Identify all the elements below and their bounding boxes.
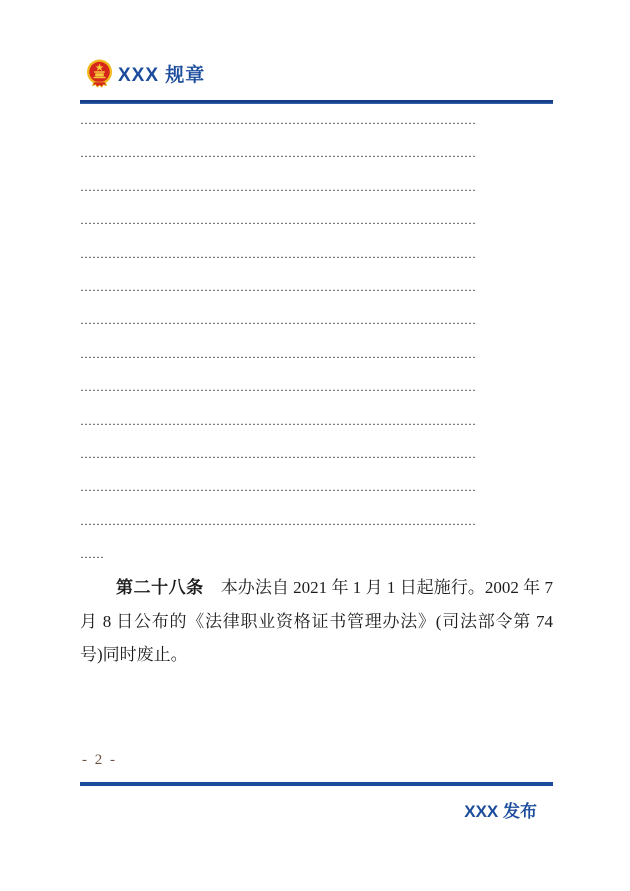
national-emblem-icon <box>86 59 113 88</box>
dot-leader-row: ……………………………………………………………………………………… <box>80 346 476 361</box>
dot-leader-row: ……………………………………………………………………………………… <box>80 480 476 495</box>
dot-leader-row: ……………………………………………………………………………………… <box>80 213 476 228</box>
publisher-label: XXX 发布 <box>464 802 537 821</box>
dot-leader-row: ……………………………………………………………………………………… <box>80 446 476 461</box>
page-number: - 2 - <box>82 752 117 768</box>
dot-leader-row: ……………………………………………………………………………………… <box>80 279 476 294</box>
dot-leader-row: ……………………………………………………………………………………… <box>80 413 476 428</box>
dot-leader-row: ……………………………………………………………………………………… <box>80 246 476 261</box>
footer-divider <box>80 782 553 786</box>
dot-leader-row: ……………………………………………………………………………………… <box>80 513 476 528</box>
dot-leader-row: …… <box>80 547 104 562</box>
dot-leader-row: ……………………………………………………………………………………… <box>80 113 476 127</box>
article-text: 本办法自 2021 年 1 月 1 日起施行。2002 年 7 月 8 日公布的《法律职业资格证书管理办法》(司法部令第 74 号)同时废止。 <box>80 578 554 665</box>
dot-leader-row: ……………………………………………………………………………………… <box>80 179 476 194</box>
header-title: XXX 规章 <box>118 65 206 86</box>
dot-leader-block <box>80 104 553 571</box>
document-body <box>80 104 553 672</box>
article-number: 第二十八条 <box>116 578 204 598</box>
dot-leader-row: ……………………………………………………………………………………… <box>80 313 476 328</box>
dot-leader-row: ……………………………………………………………………………………… <box>80 380 476 395</box>
article-paragraph <box>80 571 553 671</box>
dot-leader-row: ……………………………………………………………………………………… <box>80 146 476 161</box>
page-header <box>86 59 205 88</box>
